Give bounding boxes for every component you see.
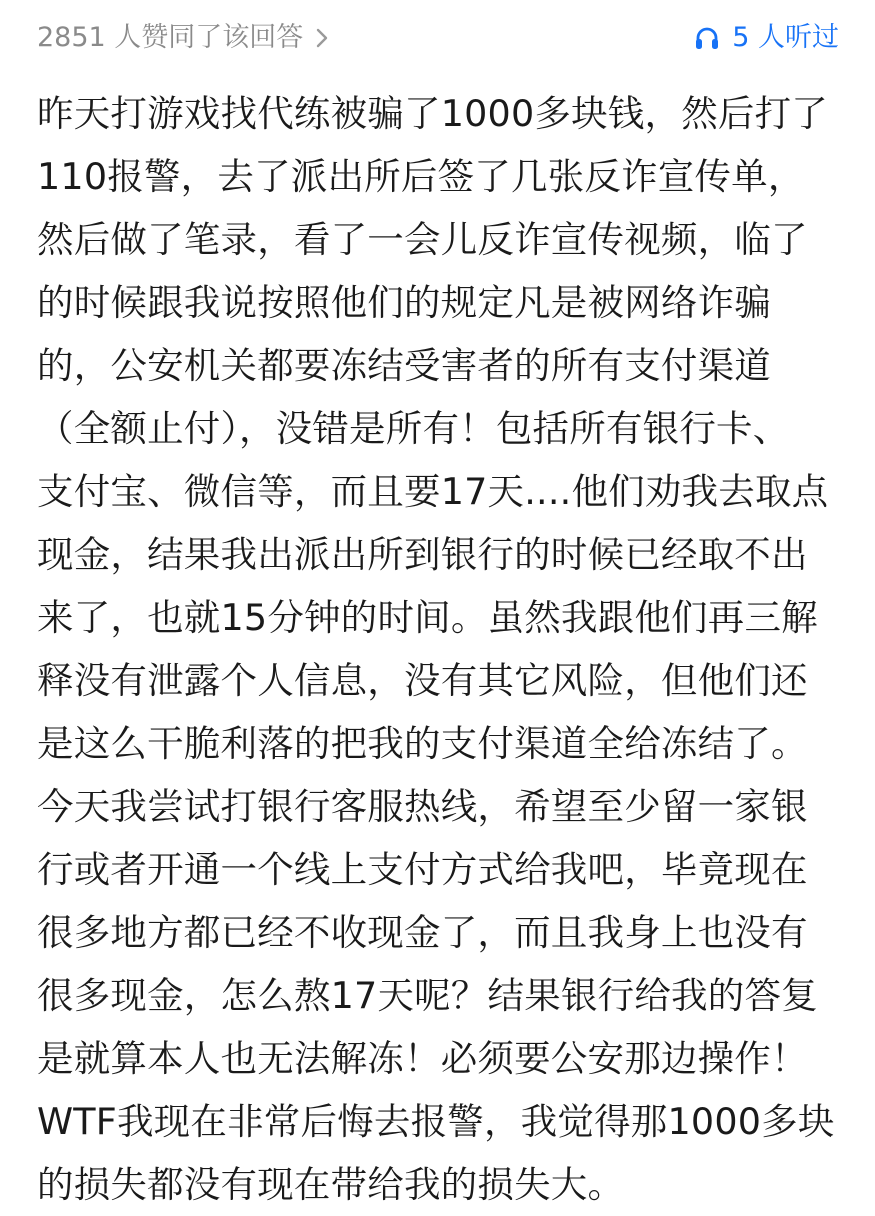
answer-line: 110报警，去了派出所后签了几张反诈宣传单， (37, 155, 805, 198)
answer-line: 是就算本人也无法解冻！必须要公安那边操作！ (37, 1037, 808, 1080)
listen-count-button[interactable] (694, 20, 839, 56)
answer-line: WTF我现在非常后悔去报警，我觉得那1000多块 (37, 1100, 835, 1143)
answer-line: 很多地方都已经不收现金了，而且我身上也没有 (37, 911, 808, 954)
chevron-right-icon (315, 27, 329, 49)
vote-count-text: 2851 人赞同了该回答 (37, 22, 304, 53)
listen-count-text: 5 人听过 (732, 22, 839, 53)
headphones-icon (694, 25, 720, 51)
answer-line: 是这么干脆利落的把我的支付渠道全给冻结了。 (37, 722, 808, 765)
answer-line: 的损失都没有现在带给我的损失大。 (37, 1163, 625, 1206)
answer-header (0, 0, 875, 76)
answer-line: 昨天打游戏找代练被骗了1000多块钱，然后打了 (37, 92, 828, 135)
answer-line: 行或者开通一个线上支付方式给我吧，毕竟现在 (37, 848, 808, 891)
answer-line: 今天我尝试打银行客服热线，希望至少留一家银 (37, 785, 808, 828)
answer-line: 的，公安机关都要冻结受害者的所有支付渠道 (37, 344, 771, 387)
answer-line: 来了，也就15分钟的时间。虽然我跟他们再三解 (37, 596, 818, 639)
answer-line: 释没有泄露个人信息，没有其它风险，但他们还 (37, 659, 808, 702)
answer-line: 支付宝、微信等，而且要17天....他们劝我去取点 (37, 470, 829, 513)
answer-line: （全额止付），没错是所有！包括所有银行卡、 (37, 407, 790, 450)
answer-line: 然后做了笔录，看了一会儿反诈宣传视频，临了 (37, 218, 808, 261)
vote-count-link[interactable] (37, 20, 329, 56)
answer-line: 的时候跟我说按照他们的规定凡是被网络诈骗 (37, 281, 771, 324)
answer-line: 现金，结果我出派出所到银行的时候已经取不出 (37, 533, 808, 576)
answer-body (37, 82, 849, 1216)
answer-line: 很多现金，怎么熬17天呢？结果银行给我的答复 (37, 974, 818, 1017)
